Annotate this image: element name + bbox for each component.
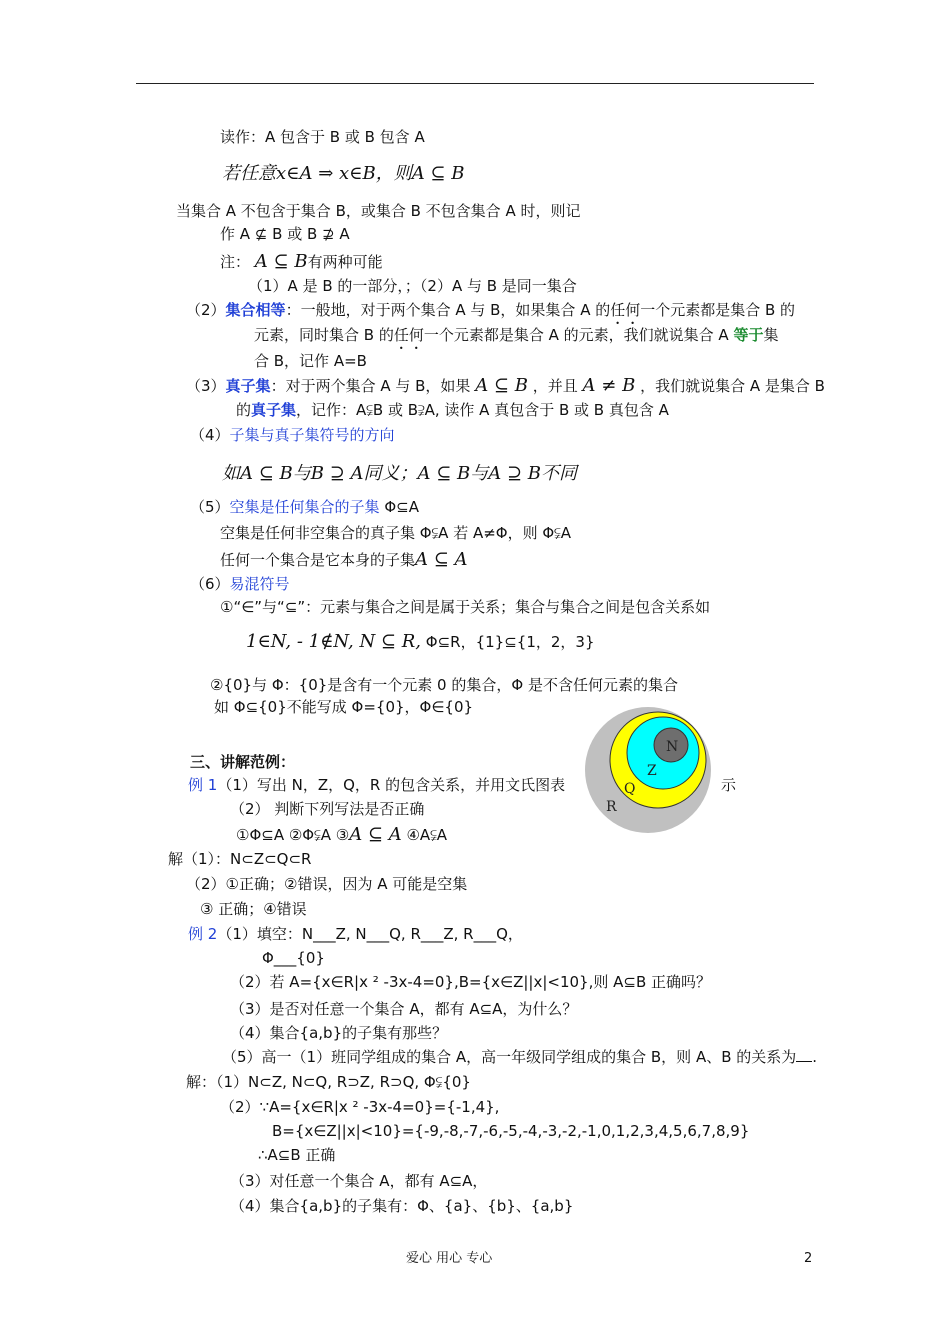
venn-label-z: Z bbox=[647, 763, 657, 779]
text-example1-q2: （2） 判断下列写法是否正确 bbox=[230, 800, 425, 818]
venn-label-n: N bbox=[666, 739, 679, 755]
text-example2-q4: （4）集合{a,b}的子集有那些？ bbox=[230, 1024, 448, 1042]
text-not-contained: 当集合 A 不包含于集合 B，或集合 B 不包含集合 A 时，则记 bbox=[176, 202, 581, 220]
text-confusing-symbols: （6）易混符号 bbox=[190, 575, 290, 593]
text-solution2-part4: （4）集合{a,b}的子集有：Φ、{a}、{b}、{a,b} bbox=[230, 1197, 574, 1215]
text-notation-not-subset: 作 A ⊈ B 或 B ⊉ A bbox=[220, 225, 350, 243]
text-proper-subset-notation: 的真子集，记作：A⫋B 或 B⫌A, 读作 A 真包含于 B 或 B 真包含 A bbox=[236, 401, 669, 419]
venn-label-r: R bbox=[606, 799, 617, 815]
text-example2-q1-cont: Φ___{0} bbox=[262, 949, 325, 967]
text-read-as: 读作：A 包含于 B 或 B 包含 A bbox=[220, 128, 425, 146]
text-solution1-part2: （2）①正确；②错误，因为 A 可能是空集 bbox=[186, 875, 468, 893]
text-set-equality-cont: 元素，同时集合 B 的任何一个元素都是集合 A 的元素，我们就说集合 A 等于集 bbox=[254, 326, 779, 344]
header-rule bbox=[136, 83, 814, 84]
text-empty-set-subset: （5）空集是任何集合的子集 Φ⊆A bbox=[190, 498, 419, 516]
text-set-self-subset: 任何一个集合是它本身的子集A ⊆ A bbox=[220, 549, 468, 570]
venn-label-q: Q bbox=[624, 781, 636, 797]
text-set-equality-notation: 合 B，记作 A=B bbox=[254, 352, 367, 370]
text-solution1-part2-cont: ③ 正确；④错误 bbox=[200, 900, 307, 918]
text-example2-q3: （3）是否对任意一个集合 A，都有 A⊆A，为什么？ bbox=[230, 1000, 578, 1018]
formula-symbol-direction: 如A ⊆ B与B ⊇ A同义；A ⊆ B与A ⊇ B不同 bbox=[222, 463, 578, 484]
text-zero-set-vs-empty: ②{0}与 Φ：{0}是含有一个元素 0 的集合，Φ 是不含任何元素的集合 bbox=[210, 676, 678, 694]
page-number: 2 bbox=[804, 1251, 813, 1266]
text-example2-q1: 例 2（1）填空：N___Z, N___Q, R___Z, R___Q， bbox=[188, 925, 523, 943]
text-two-possibilities: （1）A 是 B 的一部分，；（2）A 与 B 是同一集合 bbox=[248, 277, 577, 295]
text-example2-q2: （2）若 A={x∈R|x ² -3x-4=0},B={x∈Z||x|<10},则 A⊆B 正确吗？ bbox=[230, 973, 712, 991]
text-note: 注： A ⊆ B有两种可能 bbox=[220, 251, 383, 272]
formula-examples: 1∈N, - 1∉N, N ⊆ R, Φ⊆R，{1}⊆{1，2，3} bbox=[246, 631, 595, 652]
text-zero-set-example: 如 Φ⊆{0}不能写成 Φ={0}，Φ∈{0} bbox=[214, 698, 474, 716]
blank-underline bbox=[796, 1049, 812, 1062]
text-solution1-part1: 解（1）：N⊂Z⊂Q⊂R bbox=[168, 850, 312, 868]
text-empty-set-proper-subset: 空集是任何非空集合的真子集 Φ⫋A 若 A≠Φ，则 Φ⫋A bbox=[220, 524, 572, 542]
text-solution2-conclusion: ∴A⊆B 正确 bbox=[258, 1146, 336, 1164]
text-solution2-part3: （3）对任意一个集合 A，都有 A⊆A， bbox=[230, 1172, 488, 1190]
text-solution2-part2: （2）∵A={x∈R|x ² -3x-4=0}={-1,4}, bbox=[220, 1098, 500, 1116]
text-belong-vs-contain: ①“∈”与“⊆”：元素与集合之间是属于关系；集合与集合之间是包含关系如 bbox=[220, 598, 711, 616]
text-example1-q1-end: 示 bbox=[721, 776, 737, 794]
text-symbol-direction: （4）子集与真子集符号的方向 bbox=[190, 426, 395, 444]
text-proper-subset: （3）真子集：对于两个集合 A 与 B，如果 A ⊆ B ，并且 A ≠ B ，我们就说集合 A 是集合 B bbox=[186, 375, 825, 396]
text-set-equality: （2）集合相等：一般地，对于两个集合 A 与 B，如果集合 A 的任何一个元素都是集合 B 的 bbox=[186, 301, 796, 319]
section-heading-examples: 三、讲解范例： bbox=[190, 753, 296, 771]
footer-text: 爱心 用心 专心 bbox=[406, 1251, 493, 1266]
text-example1-q1: 例 1（1）写出 N，Z，Q，R 的包含关系，并用文氏图表 bbox=[188, 776, 566, 794]
venn-diagram bbox=[583, 705, 713, 835]
text-solution2-part1: 解：（1）N⊂Z, N⊂Q, R⊃Z, R⊃Q, Φ⫋{0} bbox=[186, 1073, 471, 1091]
text-solution2-set-b: B={x∈Z||x|<10}={-9,-8,-7,-6,-5,-4,-3,-2,-1,0,1,2,3,4,5,6,7,8,9} bbox=[272, 1122, 750, 1140]
formula-subset-definition: 若任意x∈A ⇒ x∈B，则A ⊆ B bbox=[222, 163, 465, 184]
text-example1-options: ①Φ⊆A ②Φ⫋A ③A ⊆ A ④A⫋A bbox=[236, 824, 448, 845]
text-example2-q5: （5）高一（1）班同学组成的集合 A，高一年级同学组成的集合 B，则 A、B 的关系为 . bbox=[222, 1048, 818, 1066]
